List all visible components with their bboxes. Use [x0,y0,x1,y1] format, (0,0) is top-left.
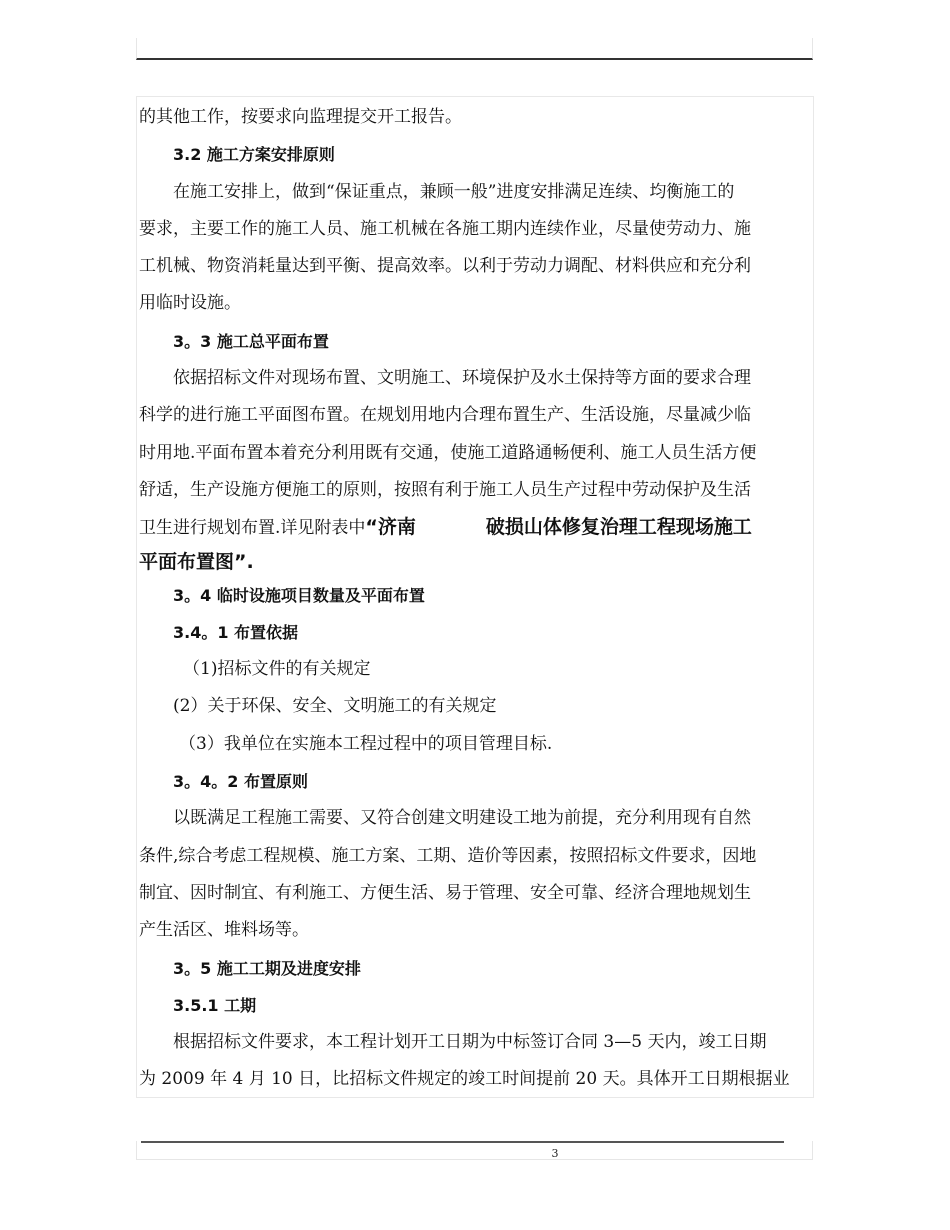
paragraph-line: 依据招标文件对现场布置、文明施工、环境保护及水土保持等方面的要求合理 [173,368,751,389]
section-heading-3-4-1: 3.4。1 布置依据 [173,622,299,642]
section-heading-3-4: 3。4 临时设施项目数量及平面布置 [173,585,425,605]
section-heading-3-5-1: 3.5.1 工期 [173,995,257,1015]
reference-title-part1: “济南 [365,516,416,539]
paragraph-line: 条件,综合考虑工程规模、施工方案、工期、造价等因素，按照招标文件要求，因地 [139,845,757,866]
page-header [136,38,813,60]
section-heading-3-5: 3。5 施工工期及进度安排 [173,958,361,978]
paragraph-line-with-reference [139,509,829,546]
paragraph-line: 以既满足工程施工需要、又符合创建文明建设工地为前提，充分利用现有自然 [173,808,751,829]
paragraph-line: 的其他工作，按要求向监理提交开工报告。 [139,107,462,127]
paragraph-line: 时用地.平面布置本着充分利用既有交通，使施工道路通畅便利、施工人员生活方便 [139,442,757,463]
paragraph-line: 科学的进行施工平面图布置。在规划用地内合理布置生产、生活设施，尽量减少临 [139,405,751,426]
paragraph-line: 舒适，生产设施方便施工的原则，按照有利于施工人员生产过程中劳动保护及生活 [139,479,751,500]
paragraph-line: 要求，主要工作的施工人员、施工机械在各施工期内连续作业，尽量使劳动力、施 [139,218,751,239]
list-item: （3）我单位在实施本工程过程中的项目管理目标. [179,733,553,754]
list-item: （1)招标文件的有关规定 [183,659,371,680]
paragraph-line: 用临时设施。 [139,293,241,314]
document-body [139,99,829,1099]
paragraph-line: 制宜、因时制宜、有利施工、方便生活、易于管理、安全可靠、经济合理地规划生 [139,882,751,903]
list-item: (2）关于环保、安全、文明施工的有关规定 [173,696,497,717]
reference-title-part3: 平面布置图”. [139,550,254,573]
section-heading-3-3: 3。3 施工总平面布置 [173,331,329,351]
paragraph-line: 在施工安排上，做到“保证重点，兼顾一般”进度安排满足连续、均衡施工的 [173,181,735,202]
footer-rule [141,1141,784,1143]
reference-lead-text: 卫生进行规划布置.详见附表中 [139,518,366,539]
paragraph-line: 为 2009 年 4 月 10 日，比招标文件规定的竣工时间提前 20 天。具体开工日期根据业 [139,1069,790,1090]
reference-title-part2: 破损山体修复治理工程现场施工 [485,516,752,539]
section-heading-3-4-2: 3。4。2 布置原则 [173,772,308,792]
section-heading-3-2: 3.2 施工方案安排原则 [173,145,335,165]
paragraph-line: 产生活区、堆料场等。 [139,920,309,941]
paragraph-line: 工机械、物资消耗量达到平衡、提高效率。以利于劳动力调配、材料供应和充分利 [139,256,751,277]
paragraph-line: 根据招标文件要求，本工程计划开工日期为中标签订合同 3—5 天内，竣工日期 [173,1032,767,1053]
page-number: 3 [551,1147,559,1160]
